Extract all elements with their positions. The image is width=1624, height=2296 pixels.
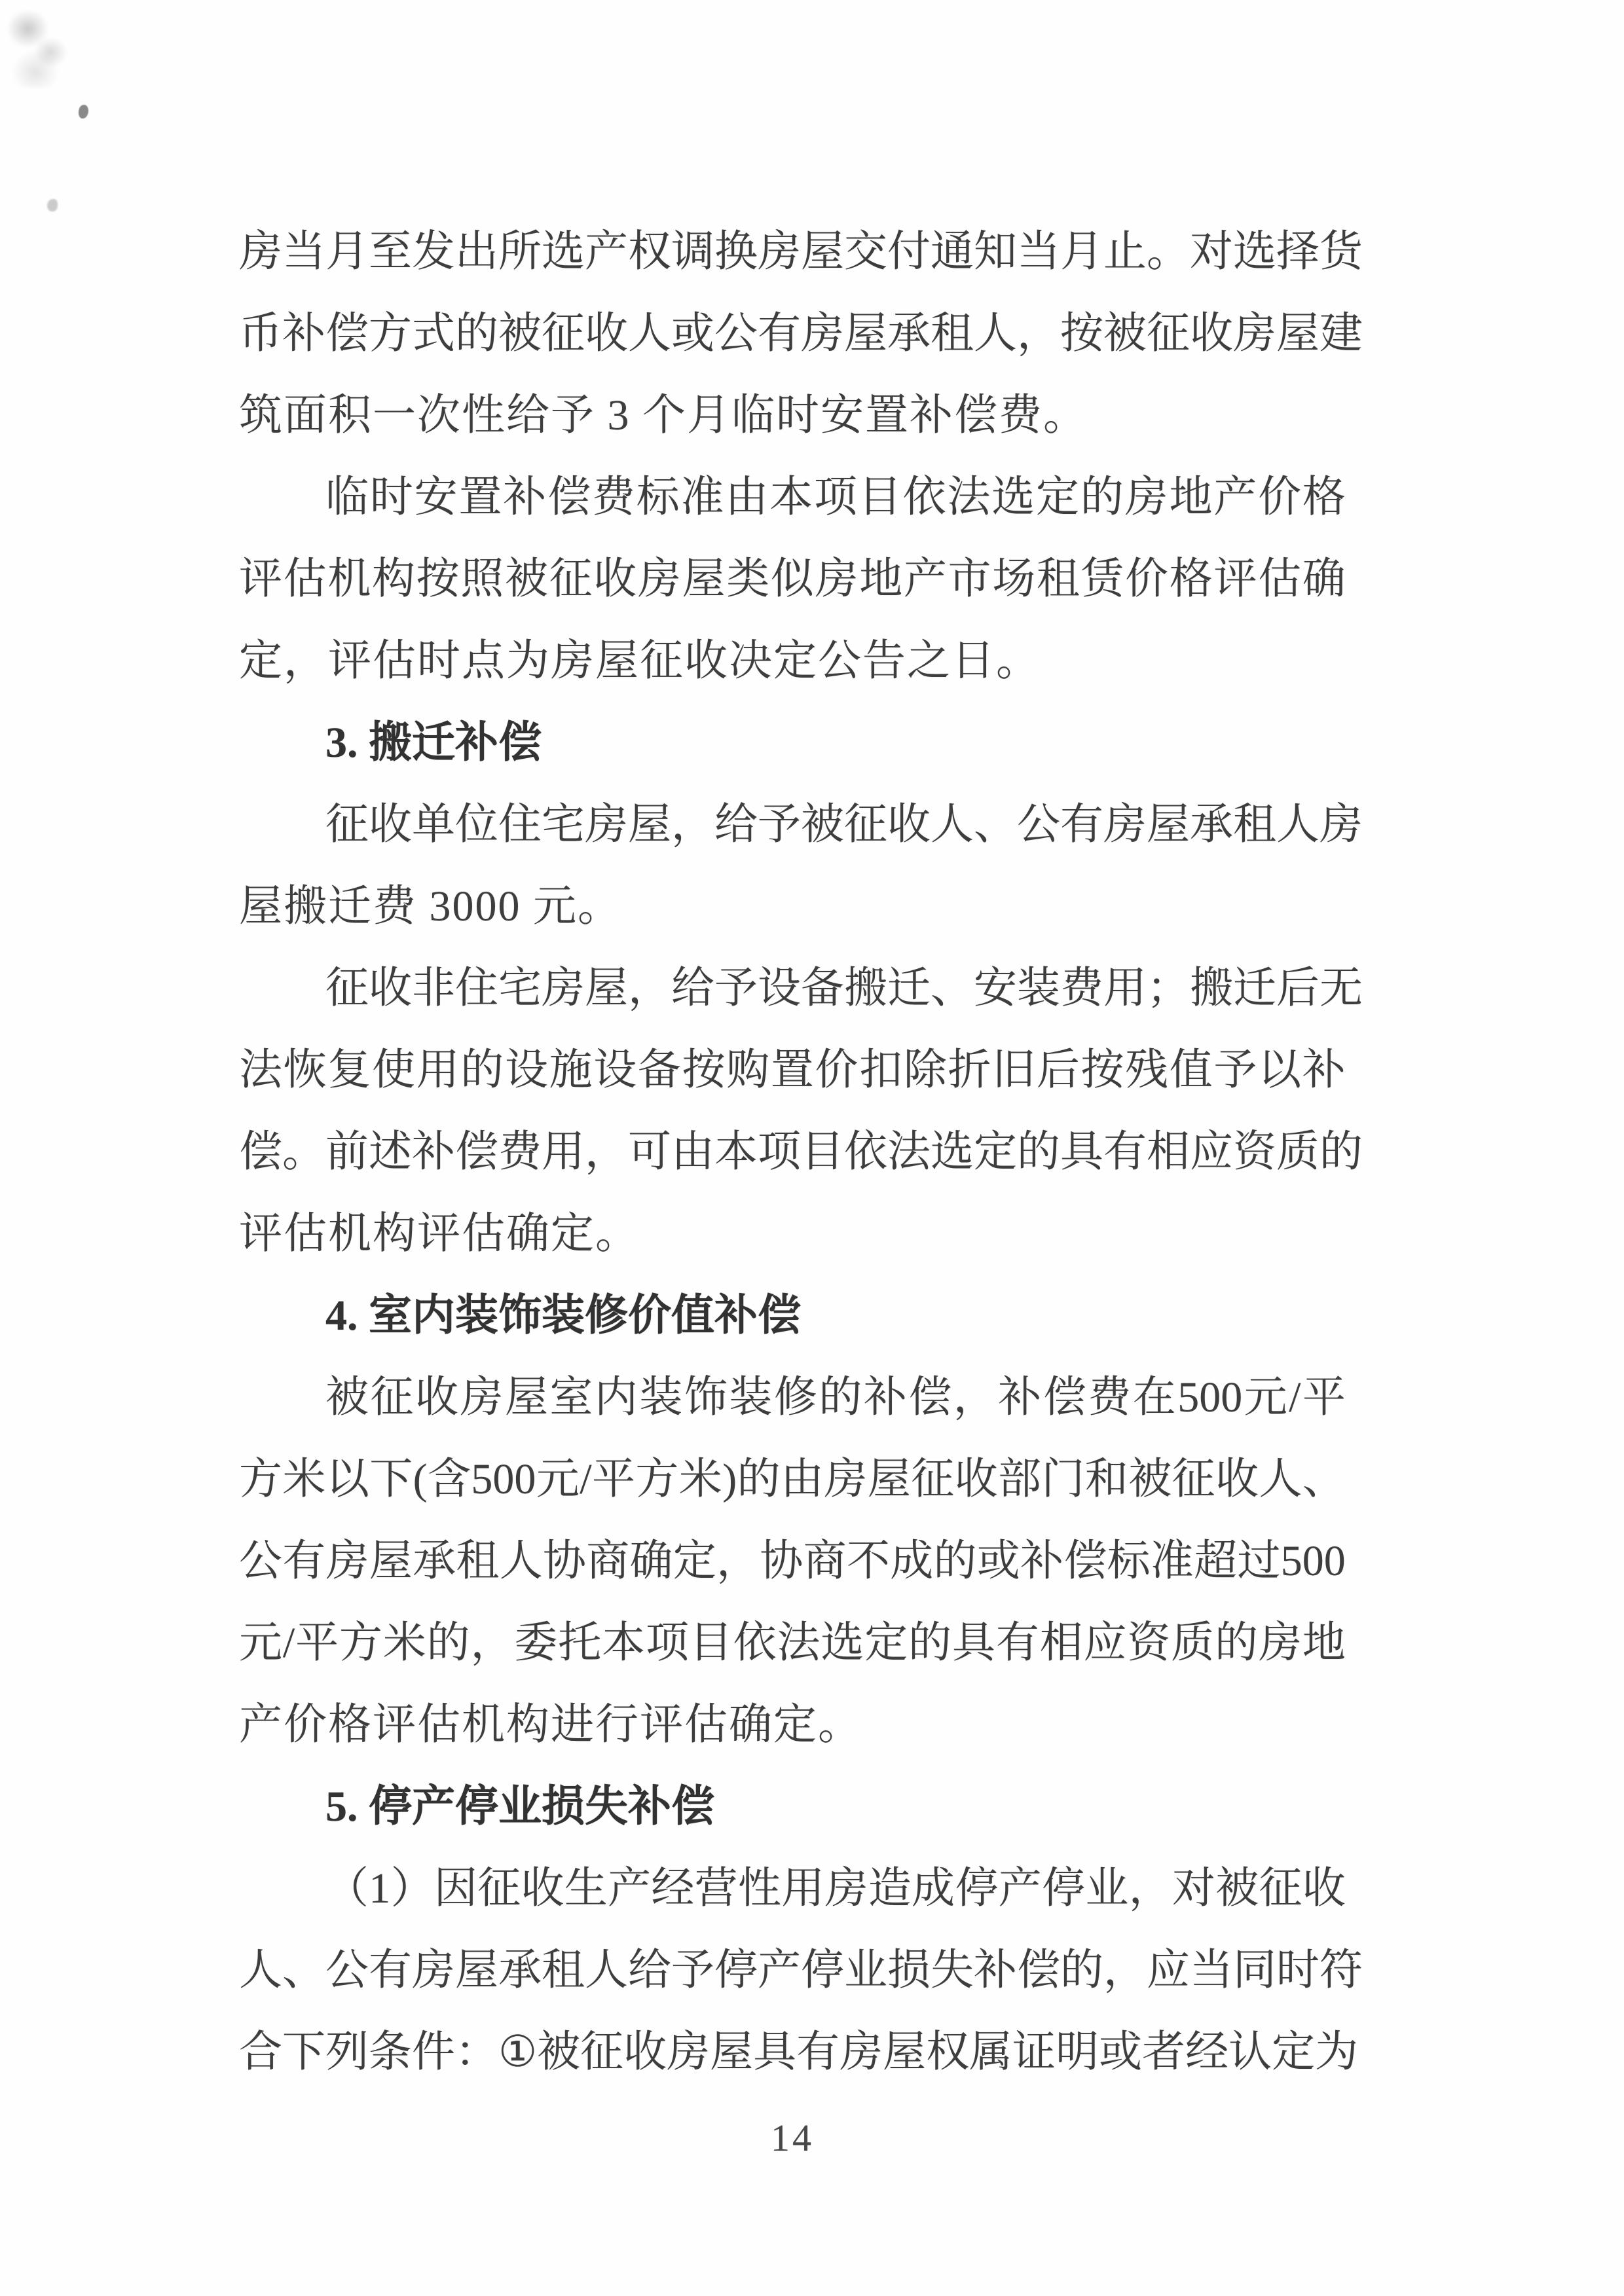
text-line: 偿 。 前 述 补 偿 费 用 ， 可 由 本 项 目 依 法 选 定 的 具 有 相 应 资 质 的 xyxy=(239,1128,1363,1176)
text-line: 元 / 平 方 米 的 ， 委 托 本 项 目 依 法 选 定 的 具 有 相 应 资 质 的 房 地 xyxy=(239,1619,1346,1667)
text-line: 征 收 单 位 住 宅 房 屋 ， 给 予 被 征 收 人 、 公 有 房 屋 承 租 人 房 xyxy=(325,801,1363,848)
text-line: 评 估 机 构 按 照 被 征 收 房 屋 类 似 房 地 产 市 场 租 赁 价 格 评 估 确 xyxy=(239,555,1346,603)
ink-speck-artifact xyxy=(47,199,58,211)
ink-dot-artifact xyxy=(79,105,88,118)
text-line: 房 当 月 至 发 出 所 选 产 权 调 换 房 屋 交 付 通 知 当 月 止 。 对 选 择 货 xyxy=(239,228,1363,276)
page-footer xyxy=(239,2116,1346,2160)
text-line: 定，评估时点为房屋征收决定公告之日。 xyxy=(239,637,1041,685)
text-line: 筑面积一次性给予 3 个月临时安置补偿费。 xyxy=(239,392,1088,439)
text-body xyxy=(239,211,1363,2093)
text-line: 屋搬迁费 3000 元。 xyxy=(239,883,622,930)
text-line: 临 时 安 置 补 偿 费 标 准 由 本 项 目 依 法 选 定 的 房 地 产 价 格 xyxy=(325,473,1346,521)
text-line: 产价格评估机构进行评估确定。 xyxy=(239,1701,862,1749)
text-line: 法 恢 复 使 用 的 设 施 设 备 按 购 置 价 扣 除 折 旧 后 按 残 值 予 以 补 xyxy=(239,1046,1346,1094)
scan-smudge-artifact xyxy=(5,9,81,88)
page-number: 14 xyxy=(771,2117,814,2159)
text-line: 方 米 以 下 ( 含 500 元 / 平 方 米 ) 的 由 房 屋 征 收 部 门 和 被 征 收 人 、 xyxy=(239,1455,1346,1503)
section-heading: 5. 停产停业损失补偿 xyxy=(325,1783,714,1831)
text-line: （ 1 ） 因 征 收 生 产 经 营 性 用 房 造 成 停 产 停 业 ， 对 被 征 收 xyxy=(325,1865,1346,1912)
text-line: 公 有 房 屋 承 租 人 协 商 确 定 ， 协 商 不 成 的 或 补 偿 标 准 超 过 500 xyxy=(239,1537,1346,1585)
text-line: 被 征 收 房 屋 室 内 装 饰 装 修 的 补 偿 ， 补 偿 费 在 500 元 / 平 xyxy=(325,1374,1346,1421)
text-line: 人 、 公 有 房 屋 承 租 人 给 予 停 产 停 业 损 失 补 偿 的 ， 应 当 同 时 符 xyxy=(239,1946,1363,1994)
text-line: 评估机构评估确定。 xyxy=(239,1210,640,1258)
text-line: 币 补 偿 方 式 的 被 征 收 人 或 公 有 房 屋 承 租 人 ， 按 被 征 收 房 屋 建 xyxy=(239,310,1363,357)
text-line: 征 收 非 住 宅 房 屋 ， 给 予 设 备 搬 迁 、 安 装 费 用 ； 搬 迁 后 无 xyxy=(325,964,1363,1012)
section-heading: 4. 室内装饰装修价值补偿 xyxy=(325,1292,801,1339)
section-heading: 3. 搬迁补偿 xyxy=(325,719,542,767)
text-line: 合 下 列 条 件 ： ① 被 征 收 房 屋 具 有 房 屋 权 属 证 明 或 者 经 认 定 为 xyxy=(239,2028,1359,2076)
